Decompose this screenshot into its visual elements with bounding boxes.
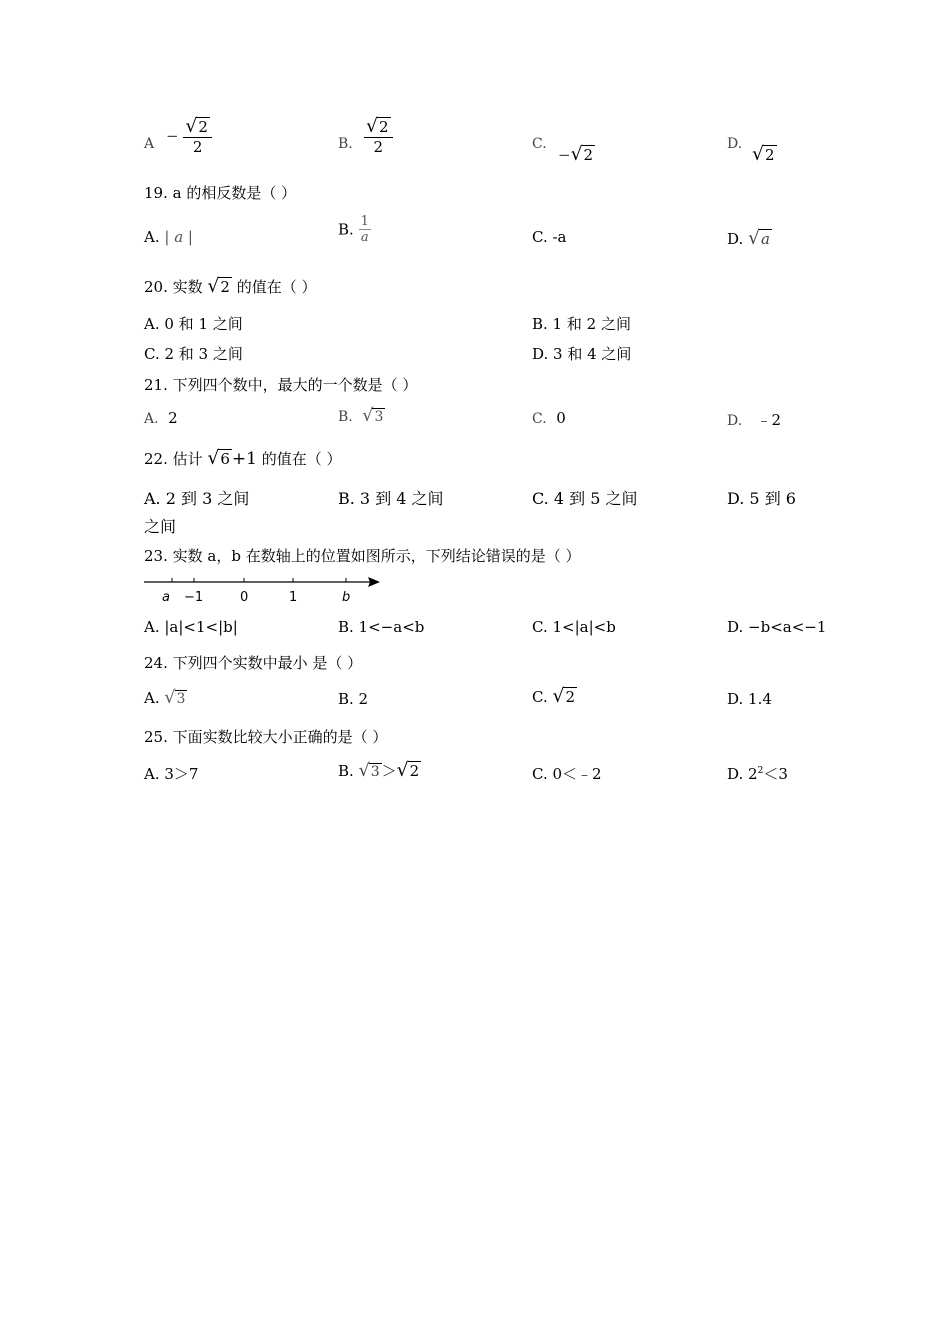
q19-option-b: B. $\frac{1}{a}$: [338, 214, 369, 245]
fraction: $\frac{√2}{2}$: [183, 116, 212, 156]
q24-option-d: D. 1.4: [727, 690, 772, 708]
radicand: 2: [198, 118, 208, 136]
q19-option-c: C. -a: [532, 228, 567, 246]
radicand: 2: [764, 146, 775, 164]
q25-option-c: C. 0＜﹣2: [532, 765, 602, 783]
q22-option-d-continued: 之间: [144, 517, 177, 536]
axis-label-zero: 0: [240, 590, 249, 605]
q23-option-d: D. −b<a<−1: [727, 618, 827, 636]
q19-option-a: A. | a |: [144, 228, 193, 246]
q20-option-c: C. 2 和 3 之间: [144, 345, 243, 363]
axis-label-one: 1: [289, 590, 298, 605]
q21-option-a: A. 2: [144, 409, 178, 427]
q18-option-a-label: A: [144, 136, 155, 152]
q22-option-b: B. 3 到 4 之间: [338, 489, 444, 508]
denominator: 2: [183, 137, 212, 156]
q19-stem: 19. a 的相反数是（ ）: [144, 184, 297, 202]
q21-option-d: D. ﹣2: [727, 411, 782, 429]
q23-stem: 23. 实数 a，b 在数轴上的位置如图所示，下列结论错误的是（ ）: [144, 547, 581, 565]
q18-option-b: [364, 116, 393, 156]
number-line: [144, 572, 384, 606]
radicand: 2: [565, 688, 575, 706]
q23-option-b: B. 1<−a<b: [338, 618, 425, 636]
radicand: 2: [220, 278, 230, 296]
axis-label-b: b: [342, 590, 351, 605]
q24-stem: 24. 下列四个实数中最小 是（ ）: [144, 654, 363, 672]
q23-option-a: A. |a|<1<|b|: [144, 618, 238, 636]
q25-option-a: A. 3＞7: [144, 765, 199, 783]
q21-option-c: C. 0: [532, 409, 566, 427]
radicand: a: [761, 230, 770, 248]
radicand: 2: [583, 146, 594, 164]
abs-value: | a |: [164, 228, 193, 246]
q20-option-a: A. 0 和 1 之间: [144, 315, 243, 333]
q18-option-a: [166, 116, 212, 156]
q25-option-b: B. √3 ＞√2: [338, 760, 420, 781]
q18-option-c: −√2: [558, 144, 594, 165]
q20-stem: 20. 实数 √2 的值在（ ）: [144, 276, 317, 297]
q18-option-d-label: D.: [727, 136, 743, 152]
q24-option-b: B. 2: [338, 690, 369, 708]
denominator: 2: [364, 137, 393, 156]
q18-option-b-label: B.: [338, 136, 353, 152]
radicand: 2: [409, 762, 420, 780]
q19-option-d: D. √a: [727, 228, 770, 249]
q20-option-b: B. 1 和 2 之间: [532, 315, 631, 333]
q24-option-c: C. √2: [532, 686, 575, 707]
minus-sign: −: [558, 146, 571, 164]
q23-option-c: C. 1<|a|<b: [532, 618, 616, 636]
q25-stem: 25. 下面实数比较大小正确的是（ ）: [144, 728, 388, 746]
q22-stem: 22. 估计 √6 +1 的值在（ ）: [144, 448, 342, 469]
radicand: 3: [370, 764, 380, 780]
q24-option-a: A. √3: [144, 688, 186, 708]
q18-option-c-label: C.: [532, 136, 547, 152]
fraction: $\frac{1}{a}$: [360, 214, 369, 245]
q22-option-a: A. 2 到 3 之间: [144, 489, 250, 508]
q21-stem: 21. 下列四个数中，最大的一个数是（ ）: [144, 376, 418, 394]
minus-sign: −: [166, 127, 179, 145]
axis-label-minus-one: −1: [184, 590, 204, 605]
radicand: 2: [378, 118, 389, 136]
radicand: 6: [220, 450, 230, 468]
axis-label-a: a: [162, 590, 170, 605]
q20-option-d: D. 3 和 4 之间: [532, 345, 632, 363]
q21-option-b: B. √3: [338, 406, 384, 426]
radicand: 3: [374, 409, 384, 425]
q18-option-d: √2: [752, 144, 775, 165]
q22-option-d: D. 5 到 6: [727, 489, 796, 508]
q22-option-c: C. 4 到 5 之间: [532, 489, 638, 508]
fraction: $\frac{√2}{2}$: [364, 116, 393, 156]
radicand: 3: [176, 691, 186, 707]
q25-option-d: D. $2^2<3$: [727, 765, 788, 783]
